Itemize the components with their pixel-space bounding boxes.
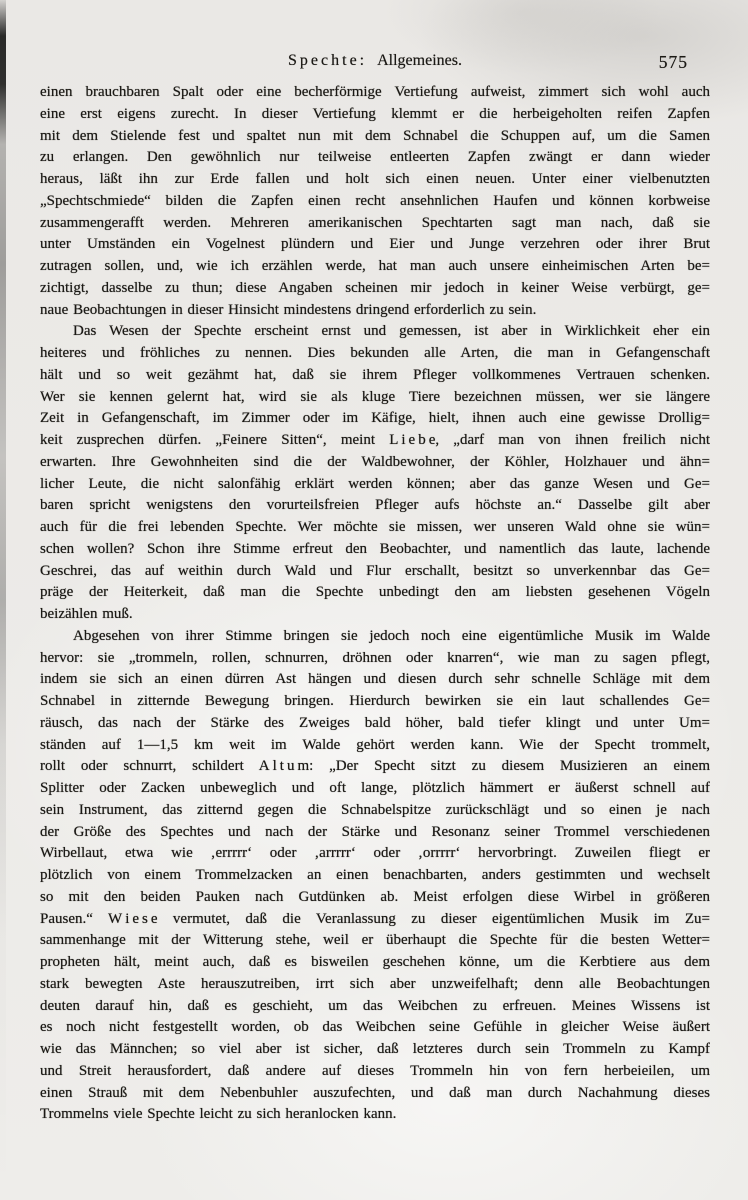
text-line: deuten darauf hin, daß es geschieht, um das Weibchen zu erfreuen. Meines Wissens ist [40,997,710,1014]
text-line: einen brauchbaren Spalt oder eine becherförmige Vertiefung aufweist, zimmert sich wohl auch [40,84,710,100]
text-line: heiteres und fröhliches zu nennen. Dies bekunden alle Arten, die man in Gefangenschaft [40,345,710,361]
text-line: zutragen sollen, und, wie ich erzählen werde, hat man auch unsere einheimischen Arten be= [40,258,710,274]
page-number: 575 [658,52,688,72]
text-line: Schnabel in zitternde Bewegung bringen. Hierdurch bewirken sie ein laut schallendes Ge= [40,693,710,709]
text-line: hervor: sie „trommeln, rollen, schnurren, dröhnen oder knarren“, wie man zu sagen pflegt, [40,649,710,666]
text-line: zichtigt, dasselbe zu thun; diese Angaben scheinen mir jedoch in keiner Weise verbürgt, ge= [40,279,710,296]
text-line: es noch nicht festgestellt worden, ob das Weibchen seine Gefühle in gleicher Weise äußert [40,1019,710,1036]
text-line: räusch, das nach der Stärke des Zweiges bald höher, bald tiefer klingt und unter Um= [40,714,710,731]
text-line: naue Beobachtungen in dieser Hinsicht mindestens dringend erforderlich zu sein. [40,301,537,318]
text-line: keit zusprechen dürfen. „Feinere Sitten“, meint L i e b e, „darf man von ihnen freilich nicht [40,432,710,448]
text-line: einen Strauß mit dem Nebenbuhler auszufechten, und daß man durch Nachahmung dieses [40,1084,710,1101]
text-line: Pausen.“ W i e s e vermutet, daß die Veranlassung zu dieser eigentümlichen Musik im Zu= [40,910,710,927]
page-body [40,82,710,1126]
text-line: sammenhange mit der Witterung stehe, weil er überhaupt die Spechte für die besten Wetter= [40,932,710,949]
text-line: wie das Männchen; so viel aber ist sicher, daß letzteres durch sein Trommeln zu Kampf [40,1041,710,1057]
text-line: präge der Heiterkeit, daß man die Spechte unbedingt den am liebsten gesehenen Vögeln [40,584,710,601]
section-title-spaced: Spechte: [288,52,368,69]
text-line: baren spricht wenigstens den vorurteilsfreien Pfleger aufs höchste an.“ Dasselbe gilt aber [40,497,710,514]
text-line: indem sie sich an einen dürren Ast hängen und diesen durch sehr schnelle Schläge mit dem [40,671,710,688]
text-line: Wirbellaut, etwa wie ‚errrrr‘ oder ‚arrrrr‘ oder ‚orrrrr‘ hervorbringt. Zuweilen fliegt er [40,845,710,862]
text-line: sein Instrument, das zitternd gegen die Schnabelspitze zurückschlägt und so einen je nach [40,801,710,818]
text-line: Das Wesen der Spechte erscheint ernst und gemessen, ist aber in Wirklichkeit eher ein [73,323,710,340]
text-line: erwarten. Ihre Gewohnheiten sind die der Waldbewohner, der Köhler, Holzhauer und ähn= [40,453,710,470]
text-line: der Größe des Spechtes und nach der Stärke und Resonanz seiner Trommel verschiedenen [40,823,710,840]
text-line: eine erst eigens zurecht. In dieser Vertiefung klemmt er die herbeigeholten reifen Zapfen [40,105,710,122]
text-line: schen wollen? Schon ihre Stimme erfreut den Beobachter, und namentlich das laute, lachende [40,540,710,557]
text-line: mit dem Stielende fest und spaltet nun mit dem Schnabel die Schuppen auf, um die Samen [40,127,710,144]
text-line: zu erlangen. Den gewöhnlich nur teilweise entleerten Zapfen zwängt er dann wieder [40,149,710,166]
text-line: hält und so weit gezähmt hat, daß sie ihrem Pfleger vollkommenes Vertrauen schenken. [40,366,710,383]
section-title-rest: Allgemeines. [377,52,462,69]
text-line: plötzlich von einem Trommelzacken an einen benachbarten, anders gestimmten und wechselt [40,867,710,883]
text-line: Zeit in Gefangenschaft, im Zimmer oder im Käfige, hielt, ihnen auch eine gewisse Drollig= [40,410,710,427]
text-line: beizählen muß. [40,606,133,622]
text-line: Splitter oder Zacken unbeweglich und oft lange, plötzlich hämmert er äußerst schnell auf [40,780,710,796]
text-line: rollt oder schnurrt, schildert A l t u m: „Der Specht sitzt zu diesem Musizieren an einem [40,758,710,775]
text-line: auch für die frei lebenden Spechte. Wer möchte sie missen, wer unseren Wald ohne sie wün= [40,519,710,535]
text-line: unter Umständen ein Vogelnest plündern und Eier und Junge verzehren oder ihrer Brut [40,236,710,253]
text-line: „Spechtschmiede“ bilden die Zapfen einen recht ansehnlichen Haufen und können korbweise [40,192,710,209]
scan-edge-shadow [0,0,6,1200]
text-line: heraus, läßt ihn zur Erde fallen und holt sich einen neuen. Unter einer vielbenutzten [40,171,710,187]
running-head [40,52,710,78]
text-line: so mit den beiden Pauken nach Gutdünken ab. Meist erfolgen diese Wirbel in größeren [40,888,710,905]
text-line: ständen auf 1—1,5 km weit im Walde gehört werden kann. Wie der Specht trommelt, [40,736,710,753]
text-line: und Streit herausfordert, daß andere auf dieses Trommeln hin von fern herbeieilen, um [40,1062,710,1079]
text-line: zusammengerafft werden. Mehreren amerikanischen Spechtarten sagt man nach, daß sie [40,214,710,231]
text-line: propheten hält, meint auch, daß es bisweilen geschehen könne, um die Kerbtiere aus dem [40,954,710,970]
section-title [40,52,710,70]
text-line: Trommelns viele Spechte leicht zu sich heranlocken kann. [40,1106,397,1123]
text-line: Abgesehen von ihrer Stimme bringen sie jedoch noch eine eigentümliche Musik im Walde [73,627,710,644]
text-line: stark bewegten Aste herauszutreiben, irrt sich aber unzweifelhaft; denn alle Beobachtungen [40,975,710,992]
text-line: licher Leute, die nicht salonfähig erklärt werden können; aber das ganze Wesen und Ge= [40,475,710,492]
text-line: Geschrei, das auf weithin durch Wald und Flur erschallt, besitzt so unverkennbar das Ge= [40,562,710,579]
text-line: Wer sie kennen gelernt hat, wird sie als kluge Tiere bezeichnen müssen, wer sie längere [40,388,710,405]
